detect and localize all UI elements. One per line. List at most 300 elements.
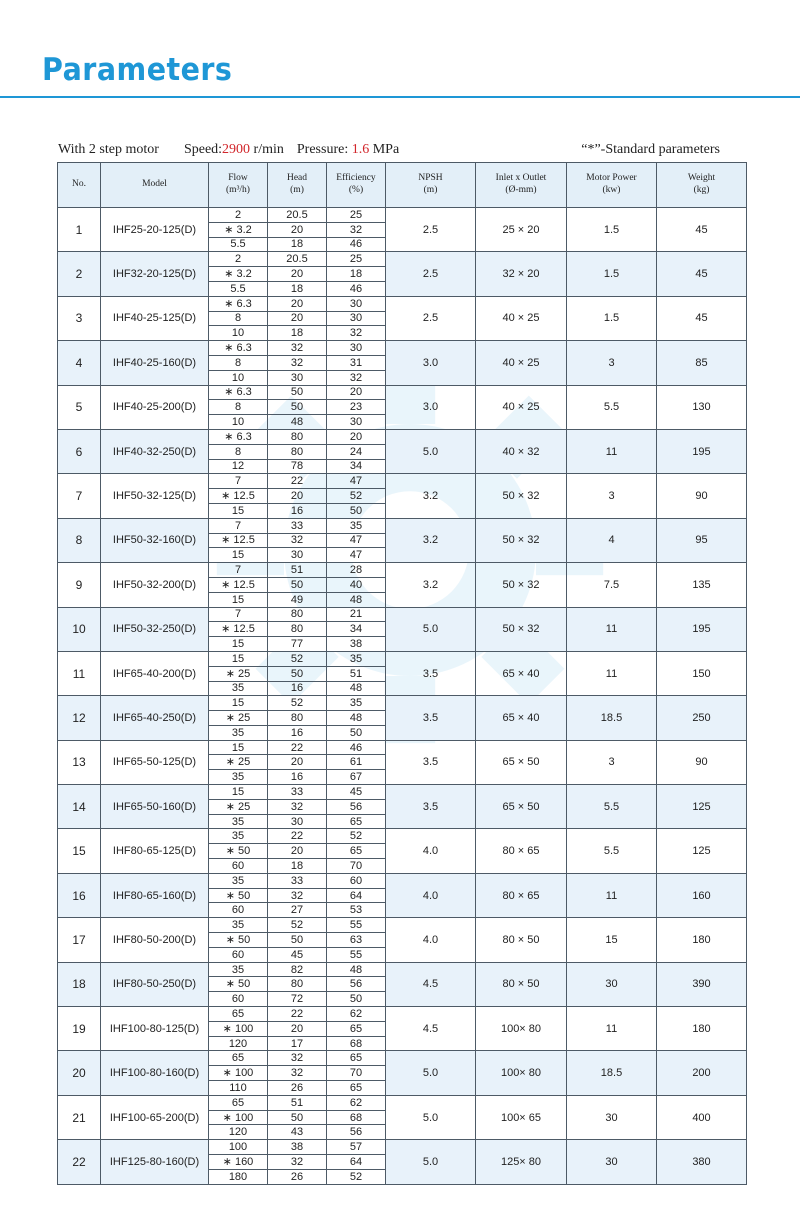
motor-power-cell: 1.5 bbox=[567, 208, 657, 252]
flow-cell: ∗ 6.3 bbox=[209, 341, 268, 356]
head-cell: 18 bbox=[268, 281, 327, 296]
flow-cell: ∗ 50 bbox=[209, 977, 268, 992]
weight-cell: 125 bbox=[657, 829, 747, 873]
flow-cell: 35 bbox=[209, 725, 268, 740]
flow-cell: 35 bbox=[209, 962, 268, 977]
flow-cell: ∗ 50 bbox=[209, 844, 268, 859]
efficiency-cell: 56 bbox=[327, 1125, 386, 1140]
model-cell: IHF40-32-250(D) bbox=[101, 429, 209, 473]
motor-power-cell: 11 bbox=[567, 651, 657, 695]
model-cell: IHF25-20-125(D) bbox=[101, 208, 209, 252]
motor-power-cell: 11 bbox=[567, 607, 657, 651]
model-cell: IHF80-50-250(D) bbox=[101, 962, 209, 1006]
efficiency-cell: 57 bbox=[327, 1140, 386, 1155]
flow-cell: 15 bbox=[209, 696, 268, 711]
efficiency-cell: 32 bbox=[327, 326, 386, 341]
motor-power-cell: 30 bbox=[567, 1095, 657, 1139]
head-cell: 80 bbox=[268, 711, 327, 726]
npsh-cell: 5.0 bbox=[386, 1095, 476, 1139]
head-cell: 50 bbox=[268, 577, 327, 592]
head-cell: 20 bbox=[268, 755, 327, 770]
efficiency-cell: 21 bbox=[327, 607, 386, 622]
flow-cell: ∗ 12.5 bbox=[209, 533, 268, 548]
weight-cell: 160 bbox=[657, 873, 747, 917]
head-cell: 48 bbox=[268, 415, 327, 430]
header-npsh: NPSH (m) bbox=[386, 163, 476, 208]
efficiency-cell: 65 bbox=[327, 844, 386, 859]
inlet-outlet-cell: 32 × 20 bbox=[476, 252, 567, 296]
table-row bbox=[58, 918, 747, 933]
head-cell: 22 bbox=[268, 474, 327, 489]
flow-cell: 65 bbox=[209, 1095, 268, 1110]
flow-cell: ∗ 3.2 bbox=[209, 222, 268, 237]
motor-power-cell: 3 bbox=[567, 341, 657, 385]
head-cell: 22 bbox=[268, 740, 327, 755]
head-cell: 20 bbox=[268, 844, 327, 859]
efficiency-cell: 56 bbox=[327, 977, 386, 992]
efficiency-cell: 30 bbox=[327, 341, 386, 356]
flow-cell: ∗ 50 bbox=[209, 888, 268, 903]
head-cell: 20.5 bbox=[268, 208, 327, 223]
flow-cell: 15 bbox=[209, 637, 268, 652]
row-number: 22 bbox=[58, 1140, 101, 1184]
head-cell: 26 bbox=[268, 1169, 327, 1184]
efficiency-cell: 52 bbox=[327, 489, 386, 504]
efficiency-cell: 65 bbox=[327, 1021, 386, 1036]
flow-cell: 15 bbox=[209, 785, 268, 800]
speed-label: Speed: bbox=[183, 142, 223, 157]
motor-note: With 2 step motor bbox=[58, 142, 159, 157]
motor-power-cell: 5.5 bbox=[567, 385, 657, 429]
weight-cell: 135 bbox=[657, 563, 747, 607]
table-row bbox=[58, 873, 747, 888]
row-number: 7 bbox=[58, 474, 101, 518]
row-number: 1 bbox=[58, 208, 101, 252]
model-cell: IHF50-32-160(D) bbox=[101, 518, 209, 562]
table-row bbox=[58, 829, 747, 844]
model-cell: IHF50-32-125(D) bbox=[101, 474, 209, 518]
efficiency-cell: 50 bbox=[327, 503, 386, 518]
model-cell: IHF80-65-160(D) bbox=[101, 873, 209, 917]
head-cell: 32 bbox=[268, 355, 327, 370]
efficiency-cell: 52 bbox=[327, 829, 386, 844]
row-number: 20 bbox=[58, 1051, 101, 1095]
motor-power-cell: 5.5 bbox=[567, 785, 657, 829]
head-cell: 33 bbox=[268, 873, 327, 888]
model-cell: IHF100-65-200(D) bbox=[101, 1095, 209, 1139]
head-cell: 80 bbox=[268, 429, 327, 444]
header-model: Model bbox=[101, 163, 209, 208]
head-cell: 32 bbox=[268, 1066, 327, 1081]
efficiency-cell: 45 bbox=[327, 785, 386, 800]
head-cell: 16 bbox=[268, 725, 327, 740]
row-number: 16 bbox=[58, 873, 101, 917]
head-cell: 30 bbox=[268, 814, 327, 829]
table-row bbox=[58, 252, 747, 267]
pressure-unit: MPa bbox=[369, 142, 400, 157]
flow-cell: 120 bbox=[209, 1125, 268, 1140]
weight-cell: 390 bbox=[657, 962, 747, 1006]
efficiency-cell: 38 bbox=[327, 637, 386, 652]
motor-power-cell: 11 bbox=[567, 873, 657, 917]
header-no: No. bbox=[58, 163, 101, 208]
row-number: 13 bbox=[58, 740, 101, 784]
efficiency-cell: 56 bbox=[327, 799, 386, 814]
row-number: 14 bbox=[58, 785, 101, 829]
efficiency-cell: 47 bbox=[327, 474, 386, 489]
row-number: 21 bbox=[58, 1095, 101, 1139]
efficiency-cell: 24 bbox=[327, 444, 386, 459]
inlet-outlet-cell: 50 × 32 bbox=[476, 607, 567, 651]
head-cell: 33 bbox=[268, 518, 327, 533]
table-row bbox=[58, 474, 747, 489]
efficiency-cell: 50 bbox=[327, 992, 386, 1007]
efficiency-cell: 46 bbox=[327, 740, 386, 755]
flow-cell: ∗ 160 bbox=[209, 1155, 268, 1170]
head-cell: 22 bbox=[268, 1007, 327, 1022]
flow-cell: 7 bbox=[209, 563, 268, 578]
head-cell: 20 bbox=[268, 489, 327, 504]
efficiency-cell: 53 bbox=[327, 903, 386, 918]
head-cell: 32 bbox=[268, 1155, 327, 1170]
pressure-label: Pressure: bbox=[296, 142, 352, 157]
model-cell: IHF40-25-200(D) bbox=[101, 385, 209, 429]
table-row bbox=[58, 385, 747, 400]
flow-cell: ∗ 6.3 bbox=[209, 429, 268, 444]
efficiency-cell: 65 bbox=[327, 814, 386, 829]
flow-cell: 8 bbox=[209, 311, 268, 326]
weight-cell: 45 bbox=[657, 296, 747, 340]
motor-power-cell: 3 bbox=[567, 740, 657, 784]
inlet-outlet-cell: 65 × 40 bbox=[476, 696, 567, 740]
table-row bbox=[58, 563, 747, 578]
inlet-outlet-cell: 65 × 50 bbox=[476, 740, 567, 784]
efficiency-cell: 48 bbox=[327, 962, 386, 977]
npsh-cell: 2.5 bbox=[386, 296, 476, 340]
inlet-outlet-cell: 80 × 65 bbox=[476, 829, 567, 873]
model-cell: IHF32-20-125(D) bbox=[101, 252, 209, 296]
header-efficiency: Efficiency (%) bbox=[327, 163, 386, 208]
table-row bbox=[58, 1051, 747, 1066]
head-cell: 32 bbox=[268, 1051, 327, 1066]
motor-power-cell: 1.5 bbox=[567, 296, 657, 340]
flow-cell: 35 bbox=[209, 829, 268, 844]
row-number: 18 bbox=[58, 962, 101, 1006]
head-cell: 20 bbox=[268, 222, 327, 237]
flow-cell: ∗ 12.5 bbox=[209, 577, 268, 592]
head-cell: 51 bbox=[268, 1095, 327, 1110]
flow-cell: 10 bbox=[209, 370, 268, 385]
efficiency-cell: 65 bbox=[327, 1051, 386, 1066]
efficiency-cell: 40 bbox=[327, 577, 386, 592]
row-number: 15 bbox=[58, 829, 101, 873]
flow-cell: 5.5 bbox=[209, 237, 268, 252]
efficiency-cell: 47 bbox=[327, 533, 386, 548]
flow-cell: ∗ 100 bbox=[209, 1066, 268, 1081]
head-cell: 43 bbox=[268, 1125, 327, 1140]
parameter-info-line bbox=[58, 142, 728, 158]
model-cell: IHF100-80-160(D) bbox=[101, 1051, 209, 1095]
table-row bbox=[58, 1095, 747, 1110]
head-cell: 20 bbox=[268, 296, 327, 311]
head-cell: 78 bbox=[268, 459, 327, 474]
inlet-outlet-cell: 65 × 50 bbox=[476, 785, 567, 829]
weight-cell: 400 bbox=[657, 1095, 747, 1139]
npsh-cell: 3.5 bbox=[386, 785, 476, 829]
row-number: 10 bbox=[58, 607, 101, 651]
flow-cell: 180 bbox=[209, 1169, 268, 1184]
head-cell: 51 bbox=[268, 563, 327, 578]
inlet-outlet-cell: 40 × 25 bbox=[476, 385, 567, 429]
motor-power-cell: 4 bbox=[567, 518, 657, 562]
flow-cell: ∗ 25 bbox=[209, 799, 268, 814]
table-row bbox=[58, 607, 747, 622]
npsh-cell: 2.5 bbox=[386, 208, 476, 252]
flow-cell: 10 bbox=[209, 415, 268, 430]
inlet-outlet-cell: 50 × 32 bbox=[476, 474, 567, 518]
efficiency-cell: 30 bbox=[327, 296, 386, 311]
head-cell: 18 bbox=[268, 326, 327, 341]
npsh-cell: 3.2 bbox=[386, 563, 476, 607]
flow-cell: 65 bbox=[209, 1007, 268, 1022]
head-cell: 45 bbox=[268, 947, 327, 962]
table-row bbox=[58, 740, 747, 755]
npsh-cell: 3.5 bbox=[386, 696, 476, 740]
efficiency-cell: 52 bbox=[327, 1169, 386, 1184]
row-number: 4 bbox=[58, 341, 101, 385]
head-cell: 22 bbox=[268, 829, 327, 844]
efficiency-cell: 34 bbox=[327, 459, 386, 474]
efficiency-cell: 18 bbox=[327, 267, 386, 282]
inlet-outlet-cell: 65 × 40 bbox=[476, 651, 567, 695]
head-cell: 32 bbox=[268, 888, 327, 903]
efficiency-cell: 31 bbox=[327, 355, 386, 370]
table-header-row bbox=[58, 163, 747, 208]
table-row bbox=[58, 696, 747, 711]
weight-cell: 180 bbox=[657, 918, 747, 962]
row-number: 5 bbox=[58, 385, 101, 429]
table-row bbox=[58, 208, 747, 223]
header-weight: Weight (kg) bbox=[657, 163, 747, 208]
head-cell: 80 bbox=[268, 607, 327, 622]
model-cell: IHF100-80-125(D) bbox=[101, 1007, 209, 1051]
efficiency-cell: 30 bbox=[327, 311, 386, 326]
head-cell: 20 bbox=[268, 1021, 327, 1036]
flow-cell: 65 bbox=[209, 1051, 268, 1066]
inlet-outlet-cell: 125× 80 bbox=[476, 1140, 567, 1184]
head-cell: 80 bbox=[268, 622, 327, 637]
efficiency-cell: 48 bbox=[327, 592, 386, 607]
header-inlet-outlet: Inlet x Outlet (Ø-mm) bbox=[476, 163, 567, 208]
row-number: 8 bbox=[58, 518, 101, 562]
inlet-outlet-cell: 80 × 65 bbox=[476, 873, 567, 917]
npsh-cell: 5.0 bbox=[386, 607, 476, 651]
head-cell: 50 bbox=[268, 400, 327, 415]
npsh-cell: 4.5 bbox=[386, 962, 476, 1006]
weight-cell: 90 bbox=[657, 474, 747, 518]
flow-cell: 7 bbox=[209, 518, 268, 533]
npsh-cell: 4.0 bbox=[386, 873, 476, 917]
pressure-value: 1.6 bbox=[351, 142, 370, 157]
flow-cell: 35 bbox=[209, 873, 268, 888]
model-cell: IHF65-40-250(D) bbox=[101, 696, 209, 740]
head-cell: 50 bbox=[268, 933, 327, 948]
weight-cell: 195 bbox=[657, 429, 747, 473]
head-cell: 80 bbox=[268, 444, 327, 459]
efficiency-cell: 35 bbox=[327, 651, 386, 666]
efficiency-cell: 48 bbox=[327, 681, 386, 696]
row-number: 6 bbox=[58, 429, 101, 473]
efficiency-cell: 68 bbox=[327, 1036, 386, 1051]
flow-cell: 5.5 bbox=[209, 281, 268, 296]
head-cell: 52 bbox=[268, 696, 327, 711]
table-row bbox=[58, 651, 747, 666]
weight-cell: 45 bbox=[657, 208, 747, 252]
motor-power-cell: 18.5 bbox=[567, 1051, 657, 1095]
flow-cell: 35 bbox=[209, 814, 268, 829]
efficiency-cell: 23 bbox=[327, 400, 386, 415]
npsh-cell: 4.0 bbox=[386, 918, 476, 962]
flow-cell: 8 bbox=[209, 355, 268, 370]
model-cell: IHF65-50-125(D) bbox=[101, 740, 209, 784]
head-cell: 82 bbox=[268, 962, 327, 977]
head-cell: 32 bbox=[268, 799, 327, 814]
head-cell: 27 bbox=[268, 903, 327, 918]
flow-cell: ∗ 25 bbox=[209, 755, 268, 770]
flow-cell: 35 bbox=[209, 918, 268, 933]
model-cell: IHF125-80-160(D) bbox=[101, 1140, 209, 1184]
efficiency-cell: 60 bbox=[327, 873, 386, 888]
flow-cell: 60 bbox=[209, 992, 268, 1007]
efficiency-cell: 28 bbox=[327, 563, 386, 578]
head-cell: 30 bbox=[268, 370, 327, 385]
table-row bbox=[58, 1007, 747, 1022]
flow-cell: 15 bbox=[209, 740, 268, 755]
efficiency-cell: 50 bbox=[327, 725, 386, 740]
npsh-cell: 4.5 bbox=[386, 1007, 476, 1051]
head-cell: 18 bbox=[268, 237, 327, 252]
row-number: 2 bbox=[58, 252, 101, 296]
head-cell: 50 bbox=[268, 385, 327, 400]
motor-power-cell: 30 bbox=[567, 1140, 657, 1184]
efficiency-cell: 48 bbox=[327, 711, 386, 726]
motor-power-cell: 1.5 bbox=[567, 252, 657, 296]
efficiency-cell: 47 bbox=[327, 548, 386, 563]
weight-cell: 200 bbox=[657, 1051, 747, 1095]
flow-cell: 8 bbox=[209, 400, 268, 415]
flow-cell: 35 bbox=[209, 770, 268, 785]
motor-power-cell: 11 bbox=[567, 429, 657, 473]
efficiency-cell: 34 bbox=[327, 622, 386, 637]
flow-cell: 7 bbox=[209, 474, 268, 489]
efficiency-cell: 25 bbox=[327, 252, 386, 267]
model-cell: IHF80-65-125(D) bbox=[101, 829, 209, 873]
efficiency-cell: 35 bbox=[327, 518, 386, 533]
model-cell: IHF50-32-250(D) bbox=[101, 607, 209, 651]
weight-cell: 180 bbox=[657, 1007, 747, 1051]
model-cell: IHF65-40-200(D) bbox=[101, 651, 209, 695]
header-head: Head (m) bbox=[268, 163, 327, 208]
table-row bbox=[58, 518, 747, 533]
efficiency-cell: 32 bbox=[327, 222, 386, 237]
flow-cell: 35 bbox=[209, 681, 268, 696]
weight-cell: 150 bbox=[657, 651, 747, 695]
npsh-cell: 3.2 bbox=[386, 474, 476, 518]
efficiency-cell: 64 bbox=[327, 1155, 386, 1170]
flow-cell: ∗ 50 bbox=[209, 933, 268, 948]
motor-power-cell: 18.5 bbox=[567, 696, 657, 740]
row-number: 19 bbox=[58, 1007, 101, 1051]
inlet-outlet-cell: 40 × 32 bbox=[476, 429, 567, 473]
weight-cell: 250 bbox=[657, 696, 747, 740]
flow-cell: ∗ 6.3 bbox=[209, 385, 268, 400]
efficiency-cell: 65 bbox=[327, 1081, 386, 1096]
head-cell: 33 bbox=[268, 785, 327, 800]
inlet-outlet-cell: 80 × 50 bbox=[476, 962, 567, 1006]
efficiency-cell: 64 bbox=[327, 888, 386, 903]
npsh-cell: 2.5 bbox=[386, 252, 476, 296]
weight-cell: 380 bbox=[657, 1140, 747, 1184]
model-cell: IHF40-25-160(D) bbox=[101, 341, 209, 385]
flow-cell: ∗ 100 bbox=[209, 1110, 268, 1125]
row-number: 3 bbox=[58, 296, 101, 340]
npsh-cell: 3.0 bbox=[386, 341, 476, 385]
header-motor-power: Motor Power (kw) bbox=[567, 163, 657, 208]
inlet-outlet-cell: 50 × 32 bbox=[476, 563, 567, 607]
efficiency-cell: 55 bbox=[327, 947, 386, 962]
efficiency-cell: 30 bbox=[327, 415, 386, 430]
head-cell: 50 bbox=[268, 1110, 327, 1125]
head-cell: 38 bbox=[268, 1140, 327, 1155]
table-row bbox=[58, 785, 747, 800]
efficiency-cell: 70 bbox=[327, 859, 386, 874]
flow-cell: 15 bbox=[209, 592, 268, 607]
flow-cell: ∗ 100 bbox=[209, 1021, 268, 1036]
flow-cell: 60 bbox=[209, 859, 268, 874]
head-cell: 72 bbox=[268, 992, 327, 1007]
head-cell: 16 bbox=[268, 503, 327, 518]
speed-unit: r/min bbox=[250, 142, 284, 157]
head-cell: 52 bbox=[268, 918, 327, 933]
head-cell: 77 bbox=[268, 637, 327, 652]
head-cell: 49 bbox=[268, 592, 327, 607]
model-cell: IHF65-50-160(D) bbox=[101, 785, 209, 829]
inlet-outlet-cell: 100× 80 bbox=[476, 1051, 567, 1095]
row-number: 9 bbox=[58, 563, 101, 607]
row-number: 12 bbox=[58, 696, 101, 740]
weight-cell: 125 bbox=[657, 785, 747, 829]
inlet-outlet-cell: 40 × 25 bbox=[476, 296, 567, 340]
head-cell: 80 bbox=[268, 977, 327, 992]
row-number: 17 bbox=[58, 918, 101, 962]
motor-power-cell: 15 bbox=[567, 918, 657, 962]
flow-cell: 60 bbox=[209, 903, 268, 918]
flow-cell: 2 bbox=[209, 252, 268, 267]
flow-cell: 110 bbox=[209, 1081, 268, 1096]
table-row bbox=[58, 296, 747, 311]
efficiency-cell: 68 bbox=[327, 1110, 386, 1125]
flow-cell: ∗ 12.5 bbox=[209, 622, 268, 637]
weight-cell: 195 bbox=[657, 607, 747, 651]
head-cell: 32 bbox=[268, 533, 327, 548]
motor-power-cell: 7.5 bbox=[567, 563, 657, 607]
table-row bbox=[58, 1140, 747, 1155]
inlet-outlet-cell: 25 × 20 bbox=[476, 208, 567, 252]
head-cell: 26 bbox=[268, 1081, 327, 1096]
page-title: Parameters bbox=[42, 52, 233, 88]
head-cell: 50 bbox=[268, 666, 327, 681]
motor-power-cell: 11 bbox=[567, 1007, 657, 1051]
